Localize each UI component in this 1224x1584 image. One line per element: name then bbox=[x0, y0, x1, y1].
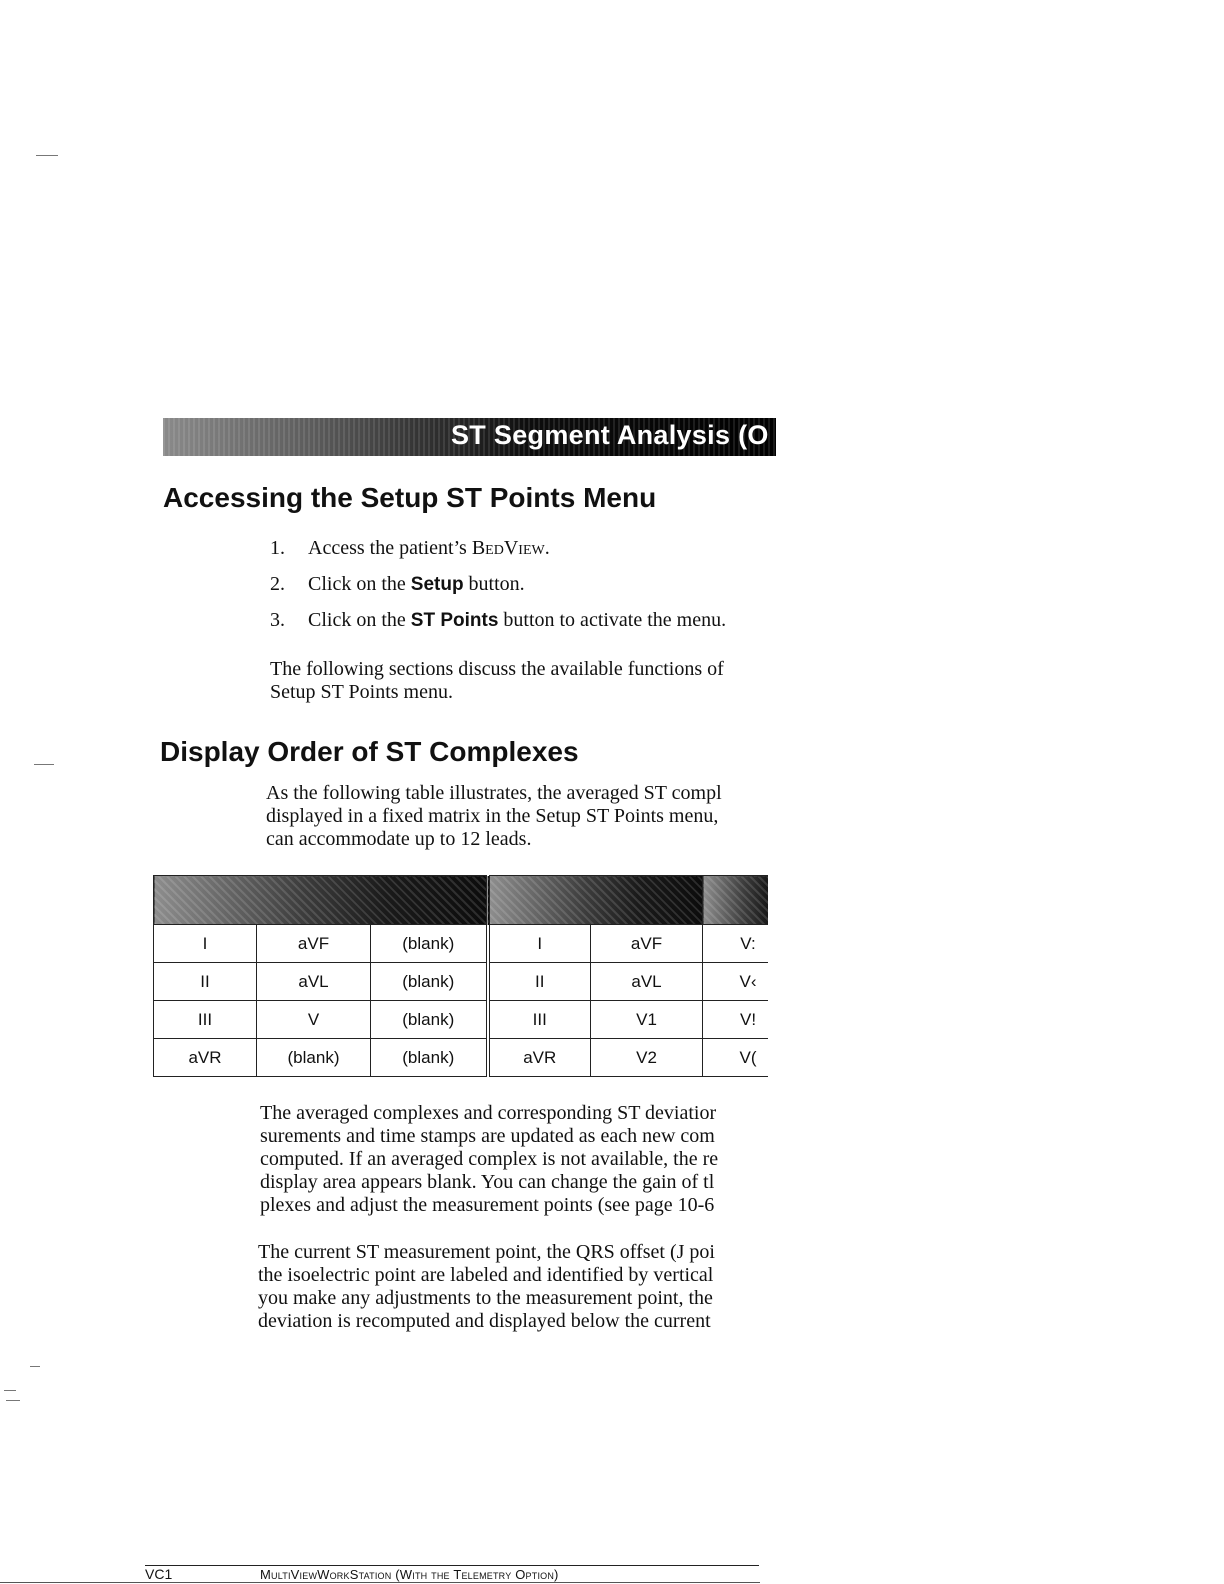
step-number: 1. bbox=[270, 537, 285, 559]
table-row bbox=[154, 925, 769, 963]
step-item bbox=[270, 537, 790, 573]
table-cell: V bbox=[257, 1001, 371, 1039]
bedview-term: BedView bbox=[471, 537, 545, 559]
table-cell: (blank) bbox=[371, 1039, 488, 1077]
section2-intro: As the following table illustrates, the averaged ST compl displayed in a fixed matrix in the Setup ST Points menu, can accommodate up to 12 leads. bbox=[266, 782, 722, 850]
table-cell: II bbox=[488, 963, 591, 1001]
table-cell: I bbox=[488, 925, 591, 963]
scan-mark bbox=[34, 764, 54, 765]
steps-list bbox=[270, 537, 790, 645]
section2-paragraph-2: The current ST measurement point, the QRS offset (J poi the isoelectric point are labeled and identified by vertical you make any adjustments to the measurement point, the deviation is recomputed and displayed below the current bbox=[258, 1241, 715, 1332]
step-text: Access the patient’s BedView. bbox=[308, 537, 550, 559]
table-row bbox=[154, 963, 769, 1001]
scan-mark bbox=[36, 155, 58, 156]
table-cell: V1 bbox=[591, 1001, 703, 1039]
table-cell: aVR bbox=[488, 1039, 591, 1077]
heading-accessing-setup: Accessing the Setup ST Points Menu bbox=[163, 482, 657, 513]
section-header-bar bbox=[163, 418, 776, 456]
table-cell: (blank) bbox=[257, 1039, 371, 1077]
table-cell: aVL bbox=[257, 963, 371, 1001]
step-item bbox=[270, 573, 790, 609]
table-cell: V( bbox=[703, 1039, 768, 1077]
table-header-left bbox=[154, 876, 488, 925]
table-row bbox=[154, 1001, 769, 1039]
table-cell: V! bbox=[703, 1001, 768, 1039]
table-cell: I bbox=[154, 925, 257, 963]
table-cell: V2 bbox=[591, 1039, 703, 1077]
scan-mark bbox=[6, 1400, 20, 1401]
scan-bottom-edge bbox=[0, 1582, 760, 1583]
footer-rule bbox=[145, 1565, 759, 1566]
step-number: 3. bbox=[270, 609, 285, 631]
table-header-right bbox=[703, 876, 768, 925]
st-points-term: ST Points bbox=[410, 610, 499, 631]
table-cell: V: bbox=[703, 925, 768, 963]
heading-display-order: Display Order of ST Complexes bbox=[160, 736, 579, 767]
step-item bbox=[270, 609, 790, 645]
table-cell: (blank) bbox=[371, 1001, 488, 1039]
table-cell: III bbox=[154, 1001, 257, 1039]
table-row bbox=[154, 1039, 769, 1077]
scan-mark bbox=[4, 1390, 16, 1391]
footer-page-id: VC1 bbox=[145, 1566, 173, 1582]
table-cell: (blank) bbox=[371, 963, 488, 1001]
table-cell: (blank) bbox=[371, 925, 488, 963]
table-cell: aVL bbox=[591, 963, 703, 1001]
footer-product-name: MultiViewWorkStation (With the Telemetry Option) bbox=[260, 1567, 559, 1582]
step-text: Click on the ST Points button to activate the menu. bbox=[308, 609, 727, 631]
table-header-mid bbox=[488, 876, 703, 925]
table-cell: aVR bbox=[154, 1039, 257, 1077]
table-cell: aVF bbox=[591, 925, 703, 963]
table-cell: III bbox=[488, 1001, 591, 1039]
step-text: Click on the Setup button. bbox=[308, 573, 525, 595]
scan-mark bbox=[30, 1366, 40, 1367]
table-cell: aVF bbox=[257, 925, 371, 963]
table-cell: II bbox=[154, 963, 257, 1001]
lead-matrix-table bbox=[153, 875, 768, 1077]
section-header-title: ST Segment Analysis (O bbox=[451, 420, 769, 450]
table-cell: V‹ bbox=[703, 963, 768, 1001]
table-header-row bbox=[154, 876, 769, 925]
section2-paragraph-1: The averaged complexes and corresponding ST deviatior surements and time stamps are updated as each new com computed. If an averaged complex is not available, the re display area appears blank. You can change the gain of tl plexes and adjust the measurement points (see page 10-6 bbox=[260, 1102, 719, 1216]
step-number: 2. bbox=[270, 573, 285, 595]
setup-term: Setup bbox=[410, 574, 464, 595]
section1-paragraph: The following sections discuss the available functions of Setup ST Points menu. bbox=[270, 658, 724, 703]
